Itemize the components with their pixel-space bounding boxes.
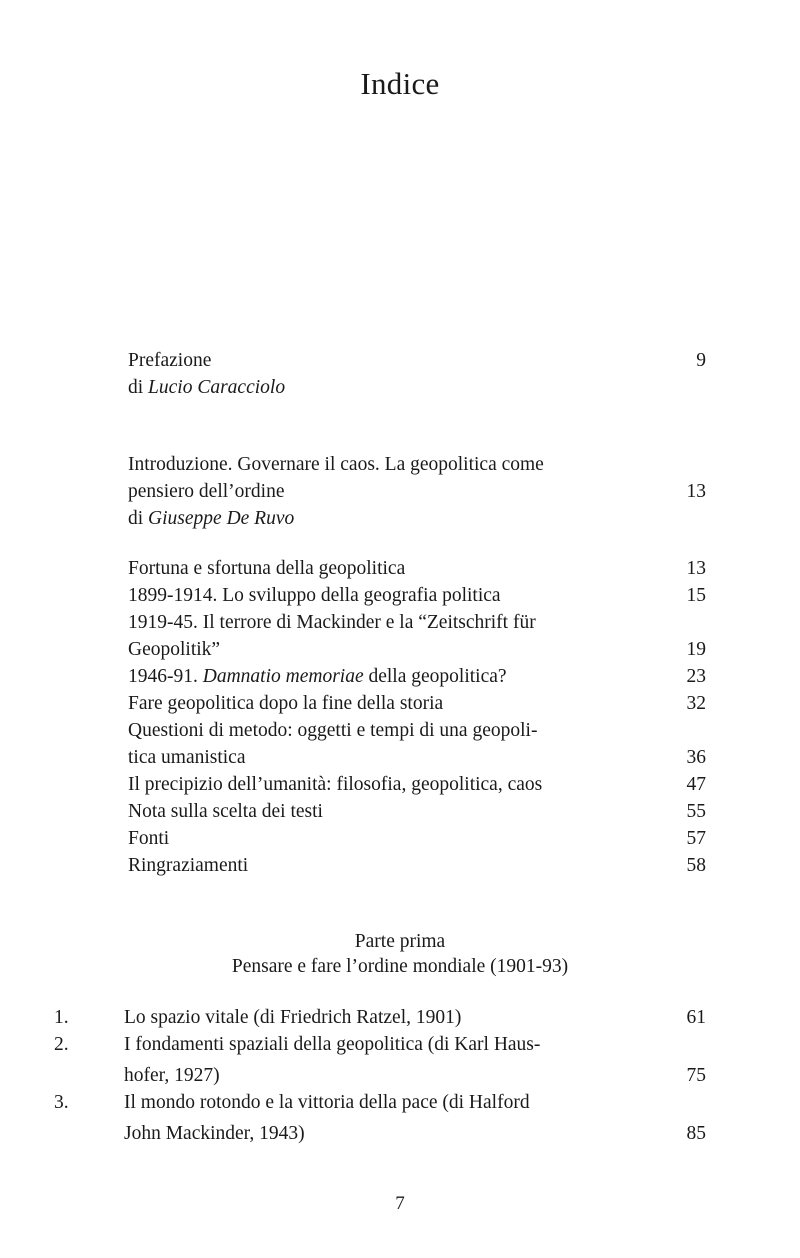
chapter-title-line-1: I fondamenti spaziali della geopolitica (di Karl Haus-: [124, 1034, 541, 1055]
section-title-suffix: della geopolitica?: [363, 666, 507, 687]
chapter-number: 1.: [54, 1007, 69, 1028]
page-number: 36: [686, 747, 706, 768]
author-prefix: di: [128, 377, 149, 398]
section-title-line-2: Geopolitik”: [128, 639, 221, 660]
author-prefix: di: [128, 508, 149, 529]
toc-section[interactable]: [128, 825, 706, 852]
chapter-number: 2.: [54, 1034, 69, 1055]
page-number: 61: [686, 1007, 706, 1028]
page-number: 15: [686, 585, 706, 606]
toc-section[interactable]: [128, 663, 706, 690]
toc-section[interactable]: [128, 798, 706, 825]
section-title-line-1: Questioni di metodo: oggetti e tempi di una geopoli-: [128, 720, 538, 741]
page-number: 19: [686, 639, 706, 660]
entry-title: Prefazione: [128, 350, 212, 371]
entry-title-line-2: pensiero dell’ordine: [128, 481, 285, 502]
toc-section[interactable]: [128, 582, 706, 609]
toc-section[interactable]: [128, 690, 706, 717]
page-number: 9: [696, 350, 706, 371]
page-number: 13: [686, 558, 706, 579]
author-name: Lucio Caracciolo: [148, 377, 286, 398]
toc-chapter[interactable]: [54, 1004, 706, 1031]
page-number: 23: [686, 666, 706, 687]
toc-section[interactable]: [128, 609, 706, 663]
page-number: 58: [686, 855, 706, 876]
part-label: Parte prima: [354, 931, 446, 952]
chapter-title-line-2: hofer, 1927): [124, 1065, 220, 1086]
section-title: Fare geopolitica dopo la fine della storia: [128, 693, 444, 714]
page-folio: 7: [395, 1193, 405, 1214]
toc-entry-introduzione[interactable]: [128, 451, 706, 532]
page-number: 57: [686, 828, 706, 849]
section-title: Fortuna e sfortuna della geopolitica: [128, 558, 406, 579]
toc-chapter[interactable]: [54, 1089, 706, 1147]
page-number: 75: [686, 1065, 706, 1086]
section-title: Nota sulla scelta dei testi: [128, 801, 323, 822]
toc-section-list: [128, 555, 706, 879]
section-title: Il precipizio dell’umanità: filosofia, geopolitica, caos: [128, 774, 543, 795]
page-number: 32: [686, 693, 706, 714]
chapter-title: Lo spazio vitale (di Friedrich Ratzel, 1901): [124, 1007, 462, 1028]
part-heading: [0, 929, 800, 979]
section-title-prefix: 1946-91.: [128, 666, 203, 687]
part-subtitle: Pensare e fare l’ordine mondiale (1901-93): [231, 956, 569, 977]
toc-chapter-list: [54, 1004, 706, 1147]
toc-section[interactable]: [128, 555, 706, 582]
section-title: 1899-1914. Lo sviluppo della geografia politica: [128, 585, 501, 606]
page-number: 47: [686, 774, 706, 795]
page-number: 13: [686, 481, 706, 502]
section-title-line-2: tica umanistica: [128, 747, 246, 768]
toc-chapter[interactable]: [54, 1031, 706, 1089]
chapter-title-line-1: Il mondo rotondo e la vittoria della pace (di Halford: [124, 1092, 530, 1113]
section-title: Ringraziamenti: [128, 855, 249, 876]
author-name: Giuseppe De Ruvo: [148, 508, 295, 529]
section-title: Fonti: [128, 828, 170, 849]
toc-entry-prefazione[interactable]: [128, 347, 706, 401]
section-title-line-1: 1919-45. Il terrore di Mackinder e la “Zeitschrift für: [128, 612, 536, 633]
chapter-number: 3.: [54, 1092, 69, 1113]
page-number: 55: [686, 801, 706, 822]
toc-section[interactable]: [128, 717, 706, 771]
entry-title-line-1: Introduzione. Governare il caos. La geopolitica come: [128, 454, 544, 475]
section-title-italic: Damnatio memoriae: [202, 666, 364, 687]
toc-section[interactable]: [128, 852, 706, 879]
page-title: Indice: [360, 66, 440, 101]
toc-section[interactable]: [128, 771, 706, 798]
page-number: 85: [686, 1123, 706, 1144]
chapter-title-line-2: John Mackinder, 1943): [124, 1123, 305, 1144]
